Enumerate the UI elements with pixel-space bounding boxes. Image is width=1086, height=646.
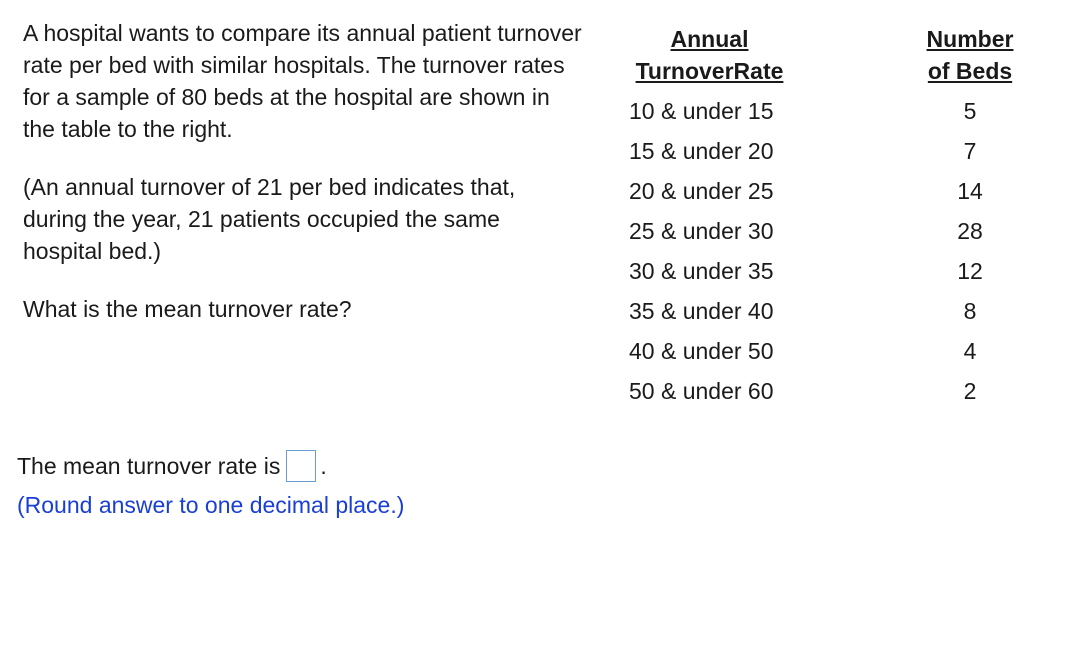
beds-cell: 4	[963, 338, 977, 364]
rate-cell: 35 & under 40	[629, 298, 774, 324]
beds-cell: 14	[957, 178, 983, 204]
answer-prefix: The mean turnover rate is	[17, 453, 281, 479]
answer-input[interactable]	[286, 450, 316, 482]
beds-cell: 8	[963, 298, 977, 324]
header-turnover-rate-line1: Annual	[670, 26, 749, 52]
beds-cell: 28	[957, 218, 983, 244]
header-turnover-rate-line2: TurnoverRate	[635, 58, 784, 84]
rate-cell: 10 & under 15	[629, 98, 774, 124]
beds-cell: 5	[963, 98, 977, 124]
header-number-of-beds-line1: Number	[926, 26, 1014, 52]
beds-cell: 12	[957, 258, 983, 284]
problem-paragraph-2: (An annual turnover of 21 per bed indicates that, during the year, 21 patients occupied the same hospital bed.)	[23, 174, 516, 264]
beds-cell: 2	[963, 378, 977, 404]
question-text: What is the mean turnover rate?	[23, 296, 352, 322]
answer-line	[17, 450, 327, 482]
rate-cell: 30 & under 35	[629, 258, 774, 284]
header-number-of-beds	[910, 23, 1030, 87]
rate-cell: 40 & under 50	[629, 338, 774, 364]
header-number-of-beds-line2: of Beds	[927, 58, 1013, 84]
rate-cell: 20 & under 25	[629, 178, 774, 204]
rounding-instruction: (Round answer to one decimal place.)	[17, 492, 405, 518]
answer-suffix: .	[320, 453, 327, 479]
beds-cell: 7	[963, 138, 977, 164]
header-turnover-rate	[612, 23, 807, 87]
rate-cell: 50 & under 60	[629, 378, 774, 404]
problem-paragraph-1: A hospital wants to compare its annual patient turnover rate per bed with similar hospitals. The turnover rates for a sample of 80 beds at the hospital are shown in the table to the right.	[23, 20, 582, 142]
rate-cell: 25 & under 30	[629, 218, 774, 244]
rate-cell: 15 & under 20	[629, 138, 774, 164]
